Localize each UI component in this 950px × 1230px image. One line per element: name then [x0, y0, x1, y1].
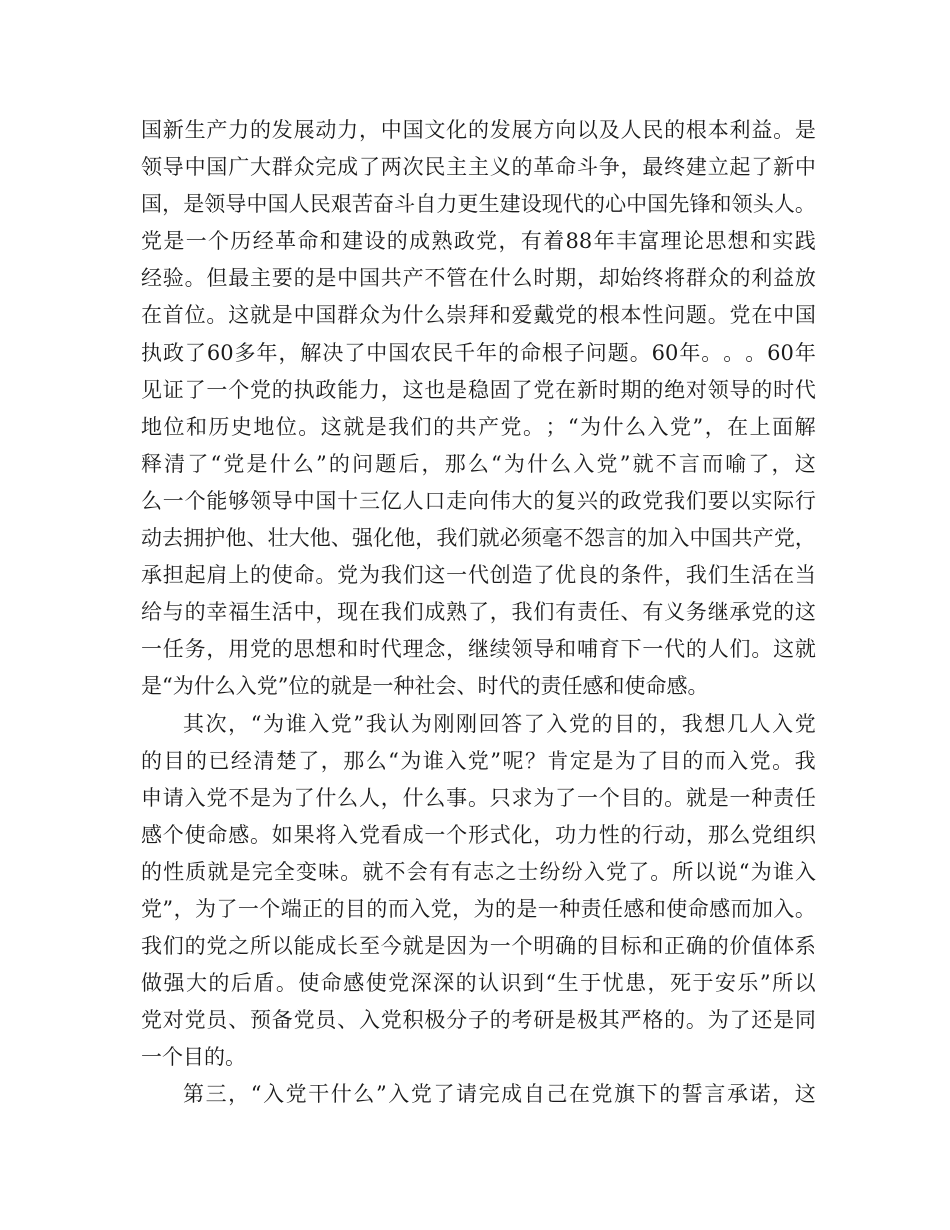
text-line: 申 请 入 党 不 是 为 了 什 么 人 ， 什 么 事 。 只 求 为 了 一 个 目 的 。 就 是 一 种 责 任 [141, 785, 816, 810]
text-line: 的 目 的 已 经 清 楚 了 ， 那 么 “ 为 谁 入 党 ” 呢 ？ 肯 定 是 为 了 目 的 而 入 党 。 我 [141, 748, 816, 773]
text-line: 党 对 党 员 、 预 备 党 员 、 入 党 积 极 分 子 的 考 研 是 极 其 严 格 的 。 为 了 还 是 同 [141, 1008, 816, 1033]
text-line: 做 强 大 的 后 盾 。 使 命 感 使 党 深 深 的 认 识 到 “ 生 于 忧 患 ， 死 于 安 乐 ” 所 以 [141, 971, 816, 996]
text-line: 执 政 了 60 多 年 ， 解 决 了 中 国 农 民 千 年 的 命 根 子 问 题 。 60 年 。 。 。 60 年 [141, 340, 816, 365]
text-line: 在 首 位 。 这 就 是 中 国 群 众 为 什 么 崇 拜 和 爱 戴 党 的 根 本 性 问 题 。 党 在 中 国 [141, 303, 816, 328]
text-line: 给 与 的 幸 福 生 活 中 ， 现 在 我 们 成 熟 了 ， 我 们 有 责 任 、 有 义 务 继 承 党 的 这 [141, 600, 816, 625]
paragraph-first-line: 其 次 ， “ 为 谁 入 党 ” 我 认 为 刚 刚 回 答 了 入 党 的 目 的 ， 我 想 几 人 入 党 [183, 711, 816, 736]
text-line: 释 清 了 “ 党 是 什 么 ” 的 问 题 后 ， 那 么 “ 为 什 么 入 党 ” 就 不 言 而 喻 了 ， 这 [141, 451, 816, 476]
text-line: 感 个 使 命 感 。 如 果 将 入 党 看 成 一 个 形 式 化 ， 功 力 性 的 行 动 ， 那 么 党 组 织 [141, 822, 816, 847]
text-line: 是“为什么入党”位的就是一种社会、时代的责任感和使命感。 [141, 674, 709, 699]
text-line: 国 新 生 产 力 的 发 展 动 力 ， 中 国 文 化 的 发 展 方 向 以 及 人 民 的 根 本 利 益 。 是 [141, 118, 816, 142]
text-line: 经 验 。 但 最 主 要 的 是 中 国 共 产 不 管 在 什 么 时 期 ， 却 始 终 将 群 众 的 利 益 放 [141, 266, 816, 291]
paragraph-first-line: 第 三 ， “ 入 党 干 什 么 ” 入 党 了 请 完 成 自 己 在 党 旗 下 的 誓 言 承 诺 ， 这 [183, 1082, 816, 1107]
text-line: 见 证 了 一 个 党 的 执 政 能 力 ， 这 也 是 稳 固 了 党 在 新 时 期 的 绝 对 领 导 的 时 代 [141, 377, 816, 402]
text-line: 我 们 的 党 之 所 以 能 成 长 至 今 就 是 因 为 一 个 明 确 的 目 标 和 正 确 的 价 值 体 系 [141, 934, 816, 959]
body-text [141, 112, 816, 1114]
text-line: 领 导 中 国 广 大 群 众 完 成 了 两 次 民 主 主 义 的 革 命 斗 争 ， 最 终 建 立 起 了 新 中 [141, 155, 816, 180]
text-line: 党 是 一 个 历 经 革 命 和 建 设 的 成 熟 政 党 ， 有 着 88 年 丰 富 理 论 思 想 和 实 践 [141, 229, 816, 254]
text-line: 一个目的。 [141, 1045, 246, 1070]
text-line: 党 ” ， 为 了 一 个 端 正 的 目 的 而 入 党 ， 为 的 是 一 种 责 任 感 和 使 命 感 而 加 入 。 [141, 896, 816, 921]
text-line: 么 一 个 能 够 领 导 中 国 十 三 亿 人 口 走 向 伟 大 的 复 兴 的 政 党 我 们 要 以 实 际 行 [141, 488, 816, 513]
text-line: 动 去 拥 护 他 、 壮 大 他 、 强 化 他 ， 我 们 就 必 须 毫 不 怨 言 的 加 入 中 国 共 产 党 ， [141, 526, 816, 551]
text-line: 的 性 质 就 是 完 全 变 味 。 就 不 会 有 有 志 之 士 纷 纷 入 党 了 。 所 以 说 “ 为 谁 入 [141, 859, 816, 884]
text-line: 承 担 起 肩 上 的 使 命 。 党 为 我 们 这 一 代 创 造 了 优 良 的 条 件 ， 我 们 生 活 在 当 [141, 563, 816, 588]
text-line: 地 位 和 历 史 地 位 。 这 就 是 我 们 的 共 产 党 。 ； “ 为 什 么 入 党 ” ， 在 上 面 解 [141, 414, 816, 439]
text-line: 一 任 务 ， 用 党 的 思 想 和 时 代 理 念 ， 继 续 领 导 和 哺 育 下 一 代 的 人 们 。 这 就 [141, 637, 816, 662]
text-line: 国 ， 是 领 导 中 国 人 民 艰 苦 奋 斗 自 力 更 生 建 设 现 代 的 心 中 国 先 锋 和 领 头 人 。 [141, 192, 816, 217]
